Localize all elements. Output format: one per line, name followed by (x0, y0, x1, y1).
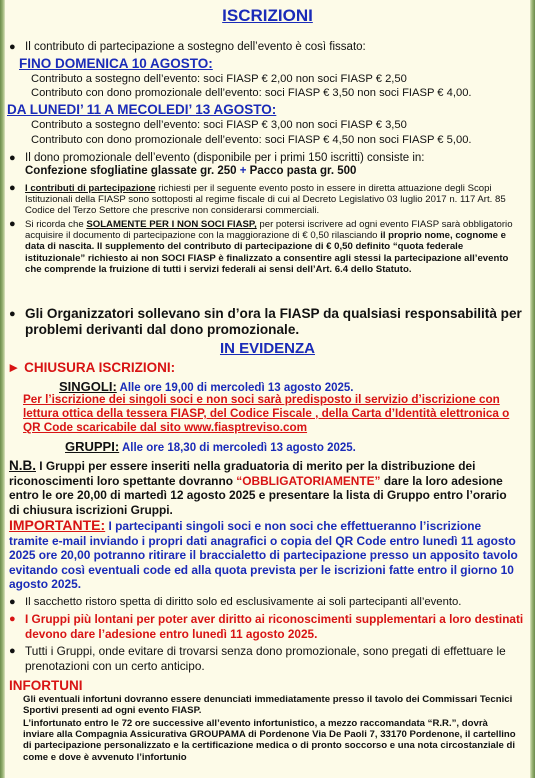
contributi-item (5, 183, 526, 217)
document-page (5, 0, 530, 778)
infortuni-p2: L’infortunato entro le 72 ore successive all’evento infortunistico, a mezzo raccomandata “R.R.”, dovrà inviare alla Compagnia Assicurativa GROUPAMA di Pordenone Via De Paoli 7, 33170 Pordenone, il cartellino di partecipazione personalizzato e la certificazione medica o di pronto soccorso e una nota circostanziale di come e dove è avvenuto l’infortunio (23, 718, 516, 763)
dono-item1: Confezione sfogliatine glassate gr. 250 (25, 165, 240, 177)
nb-label: N.B. (9, 458, 36, 473)
singoli-servizio: Per l’iscrizione dei singoli soci e non soci sarà predisposto il servizio d’iscrizione con lettura ottica della tessera FIASP, del Codice Fiscale , della Carta d’Identità elettronica o QR Code scaricabile dal sito www.fiasptreviso.com (23, 393, 510, 434)
dono-item (5, 152, 526, 178)
intro-text: Il contributo di partecipazione a sostegno dell’evento è così fissato: (25, 41, 366, 53)
singoli-line (59, 379, 530, 394)
nb-oblig: “OBBLIGATORIAMENTE” (236, 473, 381, 488)
evidenza-title: IN EVIDENZA (219, 340, 315, 357)
singoli-text: Alle ore 19,00 di mercoledì 13 agosto 2025. (116, 382, 354, 394)
infortuni-title: INFORTUNI (9, 678, 83, 693)
bullet-icon: ● (9, 182, 16, 194)
arrow-right-icon: ► (7, 360, 21, 375)
importante-text: I partecipanti singoli soci e non soci che effettueranno l’iscrizione tramite e-mail inviando i propri dati anagrafici o copia del QR Code entro lunedì 11 agosto 2025 ore 20,00 potranno ritirare il braccialetto di partecipazione presso un apposito tavolo evitando così eventuali code ed alla quota prevista per le iscrizioni fatte entro il giorno 10 agosto 2025. (9, 519, 518, 591)
bullet-icon: ● (9, 596, 16, 608)
iscrizioni-title: ISCRIZIONI (222, 6, 313, 25)
non-soci-lead: Si ricorda che (25, 219, 87, 230)
tutti-item (5, 644, 526, 674)
lontani-item (5, 612, 526, 641)
importante-paragraph (9, 518, 520, 592)
dono-line1: Il dono promozionale dell’evento (disponibile per i primi 150 iscritti) consiste in: (25, 152, 425, 164)
gruppi-text: Alle ore 18,30 di mercoledì 13 agosto 2025. (119, 442, 356, 454)
period2-line1: Contributo a sostegno dell’evento: soci FIASP € 3,00 non soci FIASP € 3,50 (31, 119, 407, 131)
bullet-icon: ● (9, 308, 16, 320)
contributi-lead: I contributi di partecipazione (25, 183, 156, 194)
bullet-icon: ● (9, 645, 16, 657)
intro-item (5, 41, 526, 54)
dono-plus: + (239, 165, 247, 177)
period1-heading: FINO DOMENICA 10 AGOSTO: (19, 56, 213, 71)
tutti-text: Tutti i Gruppi, onde evitare di trovarsi senza dono promozionale, sono pregati di effettuare le prenotazioni con un certo anticipo. (25, 644, 506, 673)
period1-line2: Contributo con dono promozionale dell’evento: soci FIASP € 3,50 non soci FIASP € 4,00. (31, 87, 472, 99)
infortuni-p1: Gli eventuali infortuni dovranno essere denunciati immediatamente presso il tavolo dei Commissari Tecnici Sportivi presenti ad ogni evento FIASP. (23, 694, 513, 717)
bullet-icon: ● (9, 41, 16, 53)
ristoro-item (5, 596, 526, 609)
organizzatori-text: Gli Organizzatori sollevano sin d’ora la FIASP da qualsiasi responsabilità per problemi derivanti dal dono promozionale. (25, 306, 522, 337)
bullet-icon: ● (9, 218, 16, 230)
gruppi-label: GRUPPI: (65, 439, 120, 454)
bullet-icon: ● (9, 613, 16, 625)
non-soci-item (5, 219, 526, 275)
nb-paragraph (9, 459, 520, 517)
period2-heading: DA LUNEDI’ 11 A MECOLEDI’ 13 AGOSTO: (7, 102, 277, 117)
chiusura-heading (7, 360, 530, 375)
chiusura-title: CHIUSURA ISCRIZIONI: (24, 360, 176, 375)
contributi-text: richiesti per il seguente evento posto in essere in diretta attuazione degli Scopi Istituzionali della FIASP sono sottoposti al regime fiscale di cui al Decreto Legislativo 03 luglio 2017 n. 117 Art. 85 Codice del Terzo Settore che prescrive non considerarsi commerciali. (25, 183, 506, 217)
lontani-text: I Gruppi più lontani per poter aver diritto ai riconoscimenti supplementari a loro destinati devono dare l’adesione entro lunedì 11 agosto 2025. (25, 612, 524, 641)
nb-text1: I Gruppi per essere inseriti nella graduatoria di merito per la distribuzione dei riconoscimenti loro spettante dovranno (9, 459, 476, 488)
non-soci-text: per potersi iscrivere ad ogni evento FIASP sarà obbligatorio acquisire il documento di partecipazione con la maggiorazione di € 0,50 rilasciando (25, 219, 513, 242)
organizzatori-item (5, 306, 526, 338)
non-soci-bold: il proprio nome, cognome e data di nascita. Il supplemento del contributo di partecipazione di € 0,50 definito “quota federale istituzionale” richiesto ai non SOCI FIASP è finalizzato a consentire agli stessi la partecipazione all’evento che comprende la fruizione di tutti i servizi federali ai sensi dell’Art. 6.4 dello Statuto. (25, 230, 509, 275)
period2-line2: Contributo con dono promozionale dell’evento: soci FIASP € 4,50 non soci FIASP € 5,00. (31, 134, 472, 146)
gruppi-line (65, 439, 530, 454)
ristoro-text: Il sacchetto ristoro spetta di diritto solo ed esclusivamente ai soli partecipanti all’evento. (25, 596, 462, 608)
nb-text2: dare la loro adesione entro le ore 20,00 di martedì 12 agosto 2025 e presentare la lista di Gruppo entro l’orario di chiusura iscrizioni Gruppi. (9, 473, 507, 517)
bullet-icon: ● (9, 152, 16, 164)
period1-line1: Contributo a sostegno dell’evento: soci FIASP € 2,00 non soci FIASP € 2,50 (31, 73, 407, 85)
dono-item2: Pacco pasta gr. 500 (246, 165, 357, 177)
singoli-label: SINGOLI: (59, 379, 117, 394)
non-soci-key: SOLAMENTE PER I NON SOCI FIASP, (86, 219, 257, 230)
importante-label: IMPORTANTE: (9, 517, 106, 533)
